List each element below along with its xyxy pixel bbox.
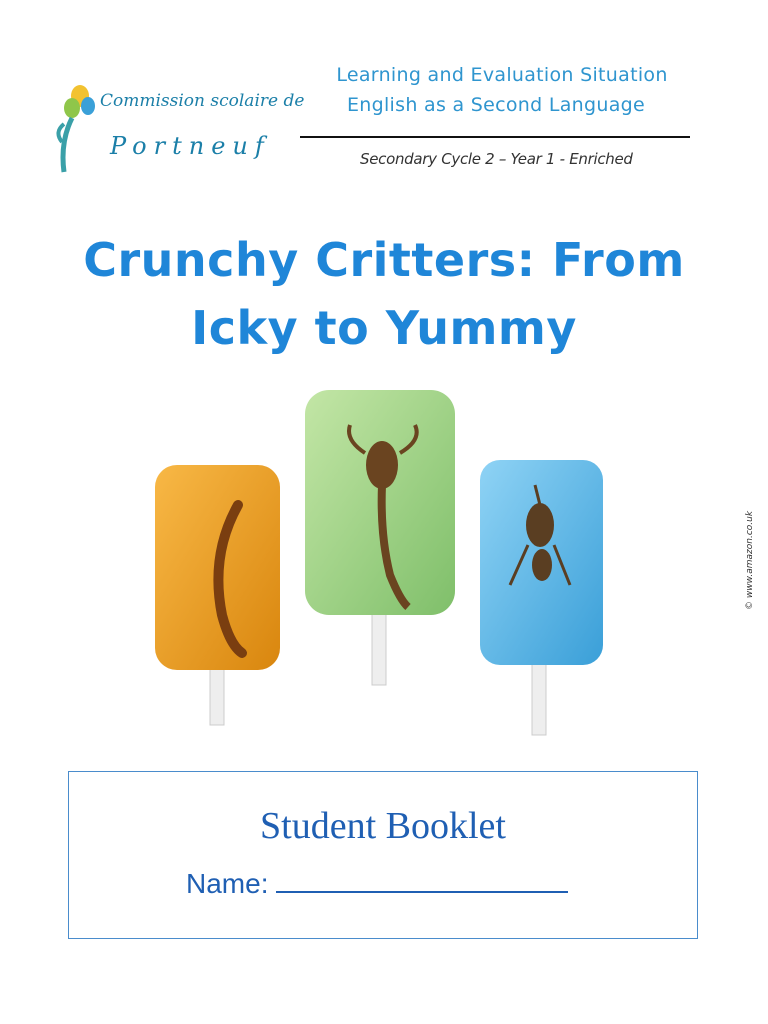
page-title bbox=[60, 226, 708, 362]
header-block bbox=[300, 60, 692, 120]
insect-lollipops-icon bbox=[150, 385, 610, 745]
image-copyright: © www.amazon.co.uk bbox=[745, 510, 755, 610]
logo-line2: Portneuf bbox=[110, 132, 271, 160]
name-blank-line[interactable] bbox=[276, 869, 568, 893]
header-line1: Learning and Evaluation Situation bbox=[336, 64, 668, 86]
balloon-logo-icon bbox=[50, 72, 305, 182]
logo-line1: Commission scolaire de bbox=[100, 91, 305, 111]
name-label: Name: bbox=[186, 868, 269, 899]
title-line1: Crunchy Critters: From bbox=[83, 233, 685, 287]
header-divider bbox=[300, 136, 690, 138]
header-line2: English as a Second Language bbox=[346, 94, 646, 116]
title-line2: Icky to Yummy bbox=[191, 301, 577, 355]
booklet-title: Student Booklet bbox=[260, 805, 506, 847]
cycle-label: Secondary Cycle 2 – Year 1 - Enriched bbox=[360, 150, 633, 168]
student-booklet-box bbox=[68, 771, 698, 939]
insect-lollipops-image bbox=[150, 385, 610, 745]
school-board-logo bbox=[50, 72, 305, 182]
name-field-row bbox=[186, 868, 568, 900]
